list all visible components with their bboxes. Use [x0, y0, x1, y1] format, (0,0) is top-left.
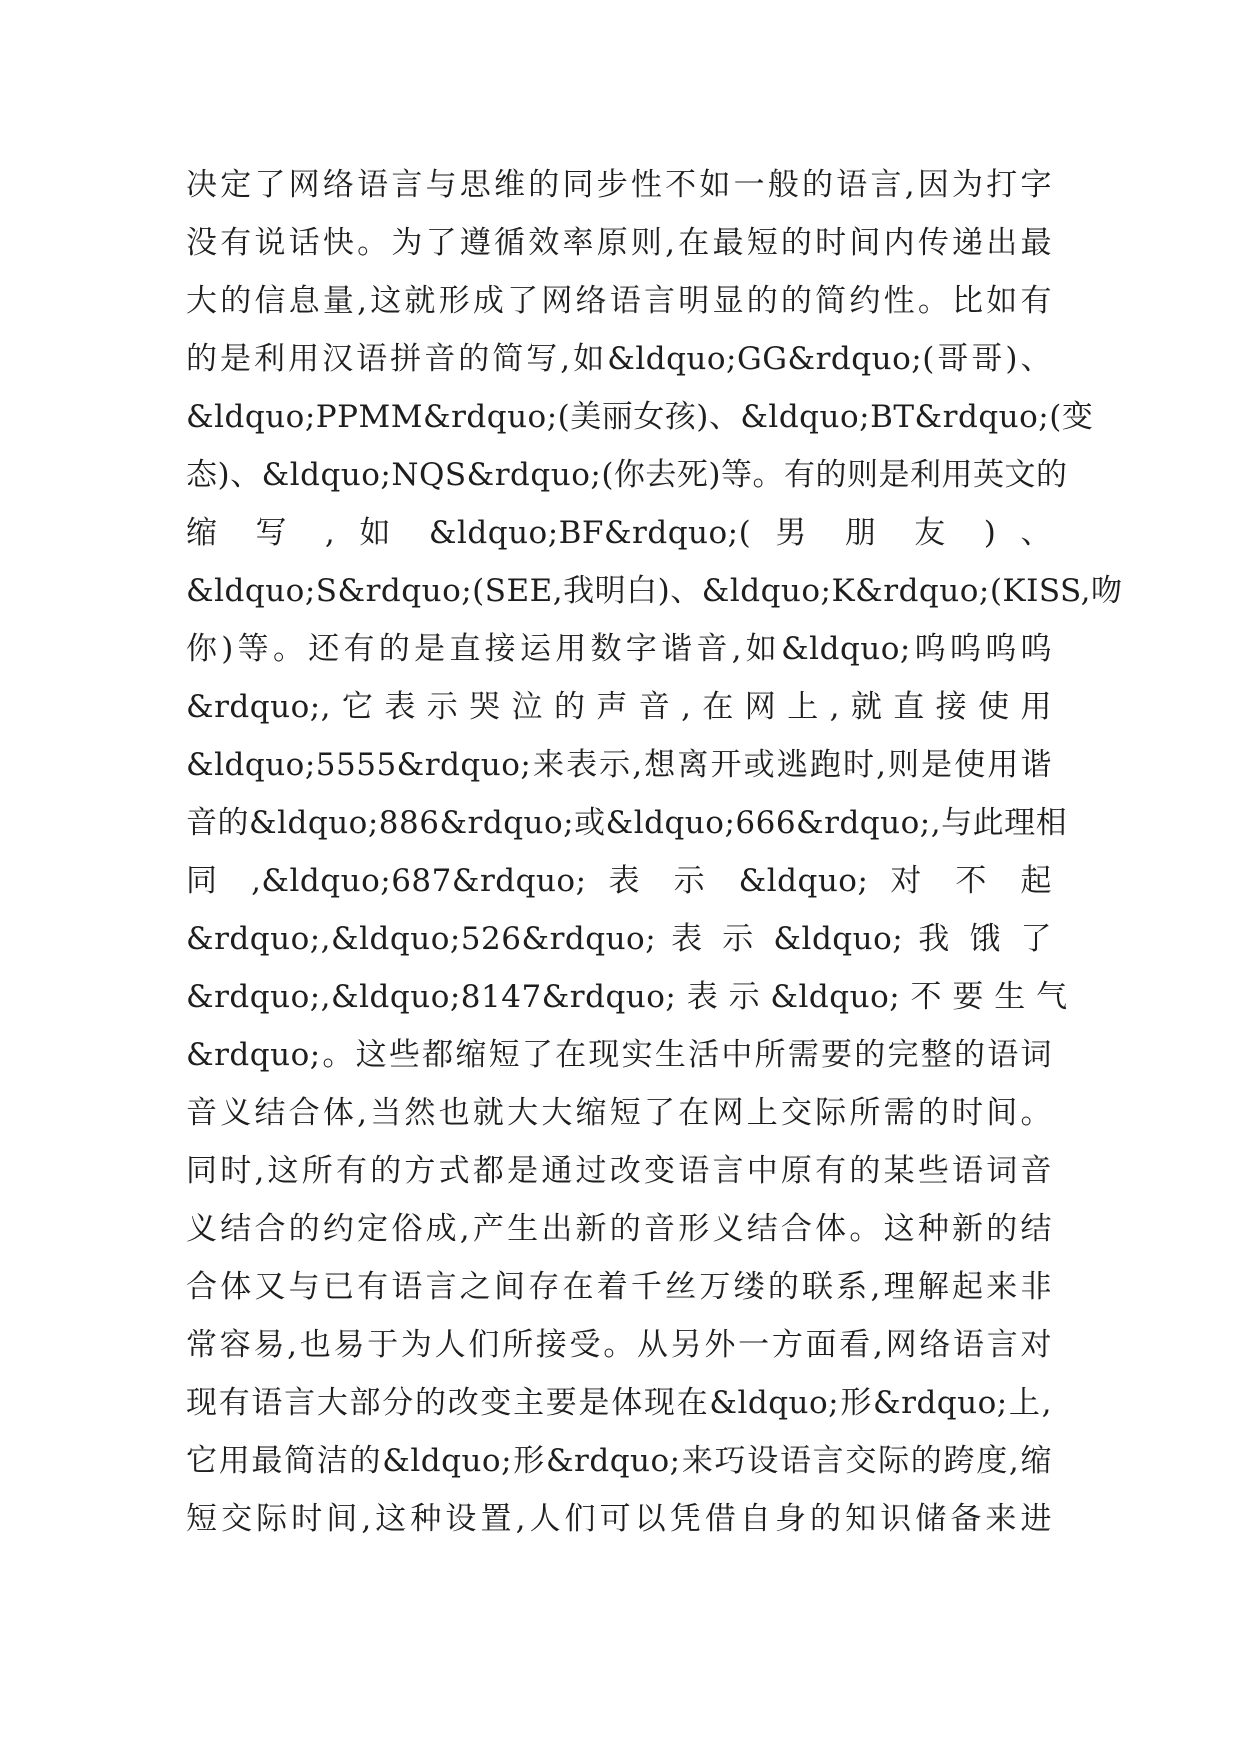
text-line: &ldquo;5555&rdquo;来表示,想离开或逃跑时,则是使用谐 — [186, 747, 1052, 783]
text-line: 缩 写 , 如 &ldquo;BF&rdquo;( 男 朋 友 ) 、 — [186, 515, 1052, 551]
text-line: 同 ,&ldquo;687&rdquo; 表 示 &ldquo; 对 不 起 — [186, 863, 1052, 899]
text-line: 你)等。还有的是直接运用数字谐音,如&ldquo;呜呜呜呜 — [186, 631, 1052, 667]
text-line: 的是利用汉语拼音的简写,如&ldquo;GG&rdquo;(哥哥)、 — [186, 341, 1052, 377]
text-line: 态)、&ldquo;NQS&rdquo;(你去死)等。有的则是利用英文的 — [186, 457, 1068, 493]
text-line: 现有语言大部分的改变主要是体现在&ldquo;形&rdquo;上, — [186, 1385, 1052, 1421]
text-line: &rdquo;。这些都缩短了在现实生活中所需要的完整的语词 — [186, 1037, 1052, 1073]
text-line: &ldquo;S&rdquo;(SEE,我明白)、&ldquo;K&rdquo;(KISS,吻 — [186, 573, 1123, 609]
text-line: &rdquo;,它表示哭泣的声音,在网上,就直接使用 — [186, 689, 1052, 725]
text-line: &rdquo;,&ldquo;8147&rdquo; 表 示 &ldquo; 不 要 生 气 — [186, 979, 1068, 1015]
text-line: 大的信息量,这就形成了网络语言明显的的简约性。比如有 — [186, 283, 1052, 319]
text-line: 常容易,也易于为人们所接受。从另外一方面看,网络语言对 — [186, 1327, 1052, 1363]
text-line: 决定了网络语言与思维的同步性不如一般的语言,因为打字 — [186, 167, 1052, 203]
text-line: &ldquo;PPMM&rdquo;(美丽女孩)、&ldquo;BT&rdquo;(变 — [186, 399, 1094, 435]
body-text — [186, 156, 1123, 1548]
text-line: 义结合的约定俗成,产生出新的音形义结合体。这种新的结 — [186, 1211, 1052, 1247]
text-line: 没有说话快。为了遵循效率原则,在最短的时间内传递出最 — [186, 225, 1052, 261]
text-line: 短交际时间,这种设置,人们可以凭借自身的知识储备来进 — [186, 1501, 1052, 1537]
text-line: 它用最简洁的&ldquo;形&rdquo;来巧设语言交际的跨度,缩 — [186, 1443, 1052, 1479]
text-line: 合体又与已有语言之间存在着千丝万缕的联系,理解起来非 — [186, 1269, 1052, 1305]
text-line: 音的&ldquo;886&rdquo;或&ldquo;666&rdquo;,与此理相 — [186, 805, 1068, 841]
text-line: 同时,这所有的方式都是通过改变语言中原有的某些语词音 — [186, 1153, 1052, 1189]
text-line: 音义结合体,当然也就大大缩短了在网上交际所需的时间。 — [186, 1095, 1052, 1131]
text-line: &rdquo;,&ldquo;526&rdquo; 表 示 &ldquo; 我 饿 了 — [186, 921, 1052, 957]
